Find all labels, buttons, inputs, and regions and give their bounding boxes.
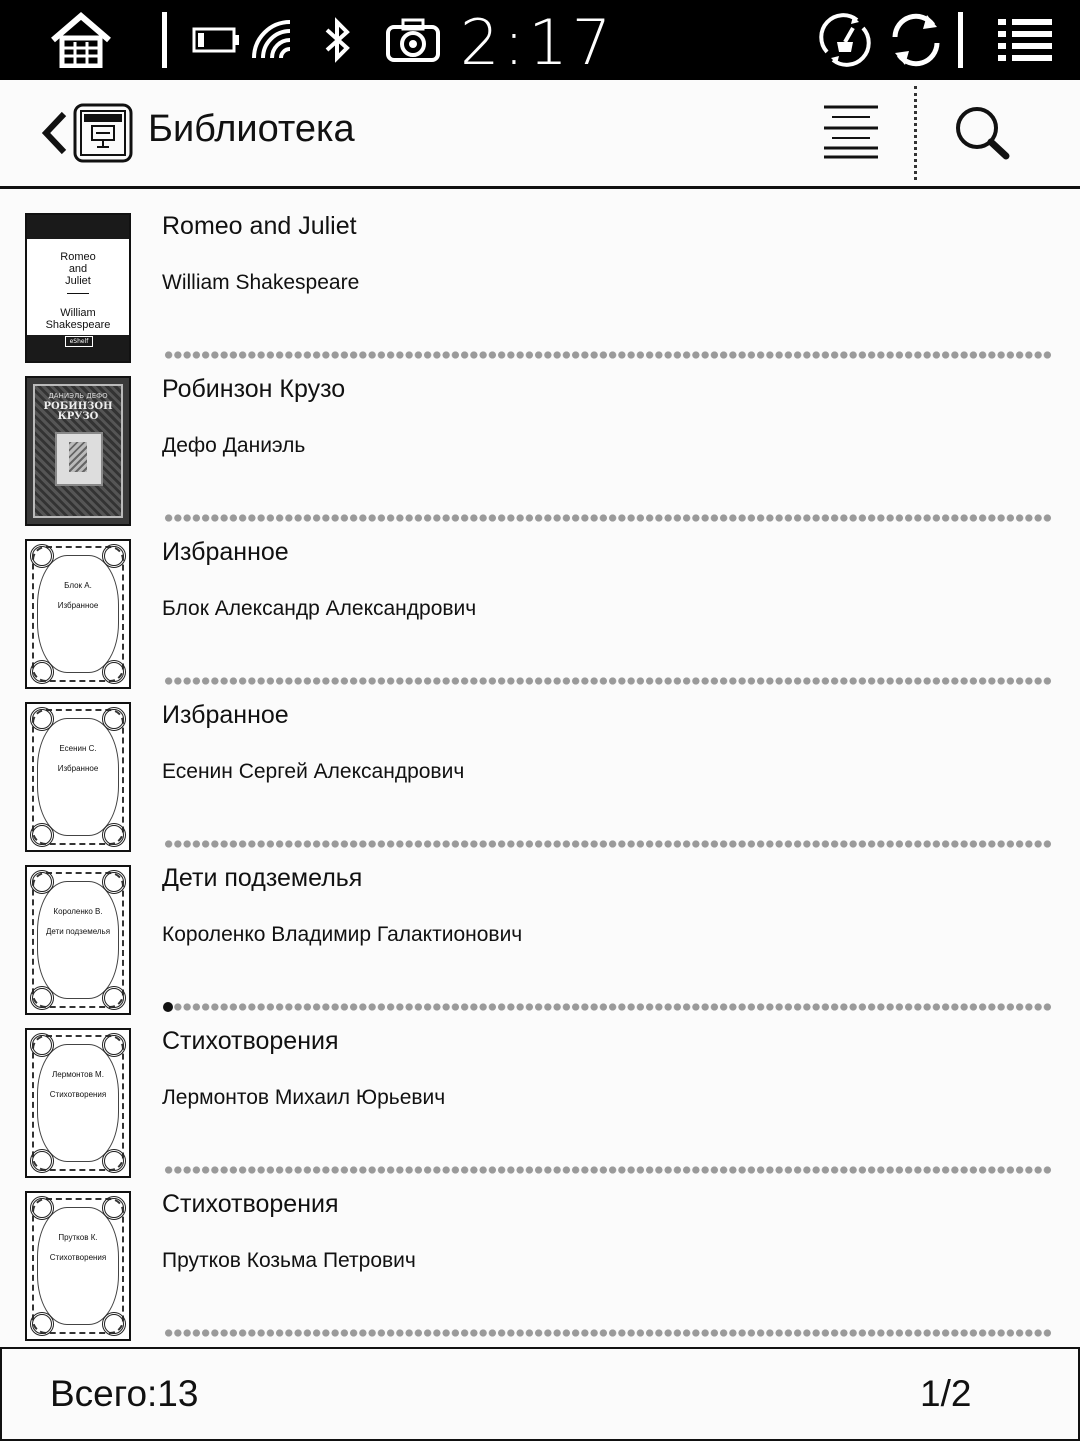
cover-author: Блок А. <box>64 581 92 590</box>
book-cover[interactable] <box>25 213 131 363</box>
battery-icon <box>192 0 242 80</box>
book-cover[interactable] <box>25 376 131 526</box>
cover-frame <box>37 1044 119 1162</box>
cover-band <box>27 215 129 239</box>
status-divider <box>958 12 963 68</box>
cover-ornament <box>30 1312 54 1336</box>
book-cover[interactable] <box>25 865 131 1015</box>
cover-ornament <box>30 1033 54 1057</box>
page-title: Библиотека <box>148 108 355 150</box>
library-icon[interactable] <box>72 102 134 164</box>
cover-frame <box>37 555 119 673</box>
status-divider <box>162 12 167 68</box>
status-bar <box>0 0 1080 80</box>
cover-ornament <box>30 870 54 894</box>
page-indicator[interactable]: 1/2 <box>920 1373 972 1414</box>
book-author: Дефо Даниэль <box>162 434 306 457</box>
cover-author: Есенин С. <box>59 744 97 753</box>
cover-ornament <box>30 707 54 731</box>
refresh-icon[interactable] <box>886 0 946 80</box>
list-item[interactable] <box>0 842 1080 1005</box>
clean-icon[interactable] <box>816 0 874 80</box>
cover-title: Стихотворения <box>49 1090 107 1099</box>
book-author: Блок Александр Александрович <box>162 597 477 620</box>
book-author: Есенин Сергей Александрович <box>162 760 465 783</box>
list-item[interactable] <box>0 679 1080 842</box>
cover-ornament <box>30 544 54 568</box>
cover-author: Прутков К. <box>58 1233 98 1242</box>
book-title: Romeo and Juliet <box>162 212 357 240</box>
back-arrow-icon[interactable] <box>36 108 72 158</box>
cover-badge: eShelf <box>65 336 93 347</box>
cover-ornament <box>102 870 126 894</box>
cover-author: William Shakespeare <box>45 307 111 331</box>
cover-author: ДАНИЭЛЬ ДЕФО <box>48 392 108 400</box>
book-cover[interactable] <box>25 1028 131 1178</box>
cover-ornament <box>102 1033 126 1057</box>
clock: 2:17 <box>460 5 616 79</box>
home-icon[interactable] <box>46 0 116 80</box>
camera-icon[interactable] <box>384 0 442 80</box>
cover-illustration <box>55 432 103 486</box>
cover-title: РОБИНЗОН КРУЗО <box>43 401 113 422</box>
book-cover[interactable] <box>25 702 131 852</box>
cover-ornament <box>102 544 126 568</box>
book-title: Стихотворения <box>162 1190 339 1218</box>
cover-title: Дети подземелья <box>45 927 111 936</box>
cover-ornament <box>102 1196 126 1220</box>
cover-frame <box>37 881 119 999</box>
list-item[interactable] <box>0 353 1080 516</box>
cover-ornament <box>30 1196 54 1220</box>
cover-frame <box>37 1207 119 1325</box>
reading-progress <box>164 1328 1052 1338</box>
list-item[interactable] <box>0 1005 1080 1168</box>
list-item[interactable] <box>0 1168 1080 1331</box>
list-item[interactable] <box>0 190 1080 353</box>
cover-author: Короленко В. <box>53 907 103 916</box>
wifi-icon <box>250 0 294 80</box>
book-title: Избранное <box>162 701 289 729</box>
cover-rule <box>67 293 89 294</box>
header-divider <box>914 86 917 180</box>
book-cover[interactable] <box>25 539 131 689</box>
search-icon[interactable] <box>952 106 1012 162</box>
book-cover[interactable] <box>25 1191 131 1341</box>
cover-title: Избранное <box>57 601 99 610</box>
total-count: Всего:13 <box>50 1373 199 1414</box>
sort-menu-icon[interactable] <box>822 104 880 160</box>
footer <box>0 1347 1080 1441</box>
book-author: William Shakespeare <box>162 271 360 294</box>
bluetooth-icon <box>318 0 358 80</box>
cover-title: Избранное <box>57 764 99 773</box>
book-author: Лермонтов Михаил Юрьевич <box>162 1086 446 1109</box>
book-author: Прутков Козьма Петрович <box>162 1249 416 1272</box>
book-title: Дети подземелья <box>162 864 363 892</box>
book-title: Избранное <box>162 538 289 566</box>
book-author: Короленко Владимир Галактионович <box>162 923 523 946</box>
list-item[interactable] <box>0 516 1080 679</box>
book-title: Робинзон Крузо <box>162 375 346 403</box>
header <box>0 80 1080 189</box>
cover-frame <box>37 718 119 836</box>
cover-ornament <box>102 707 126 731</box>
cover-author: Лермонтов М. <box>52 1070 104 1079</box>
cover-ornament <box>102 1312 126 1336</box>
cover-title: Romeo and Juliet <box>60 251 96 287</box>
menu-list-icon[interactable] <box>994 0 1056 80</box>
cover-title: Стихотворения <box>49 1253 107 1262</box>
book-title: Стихотворения <box>162 1027 339 1055</box>
